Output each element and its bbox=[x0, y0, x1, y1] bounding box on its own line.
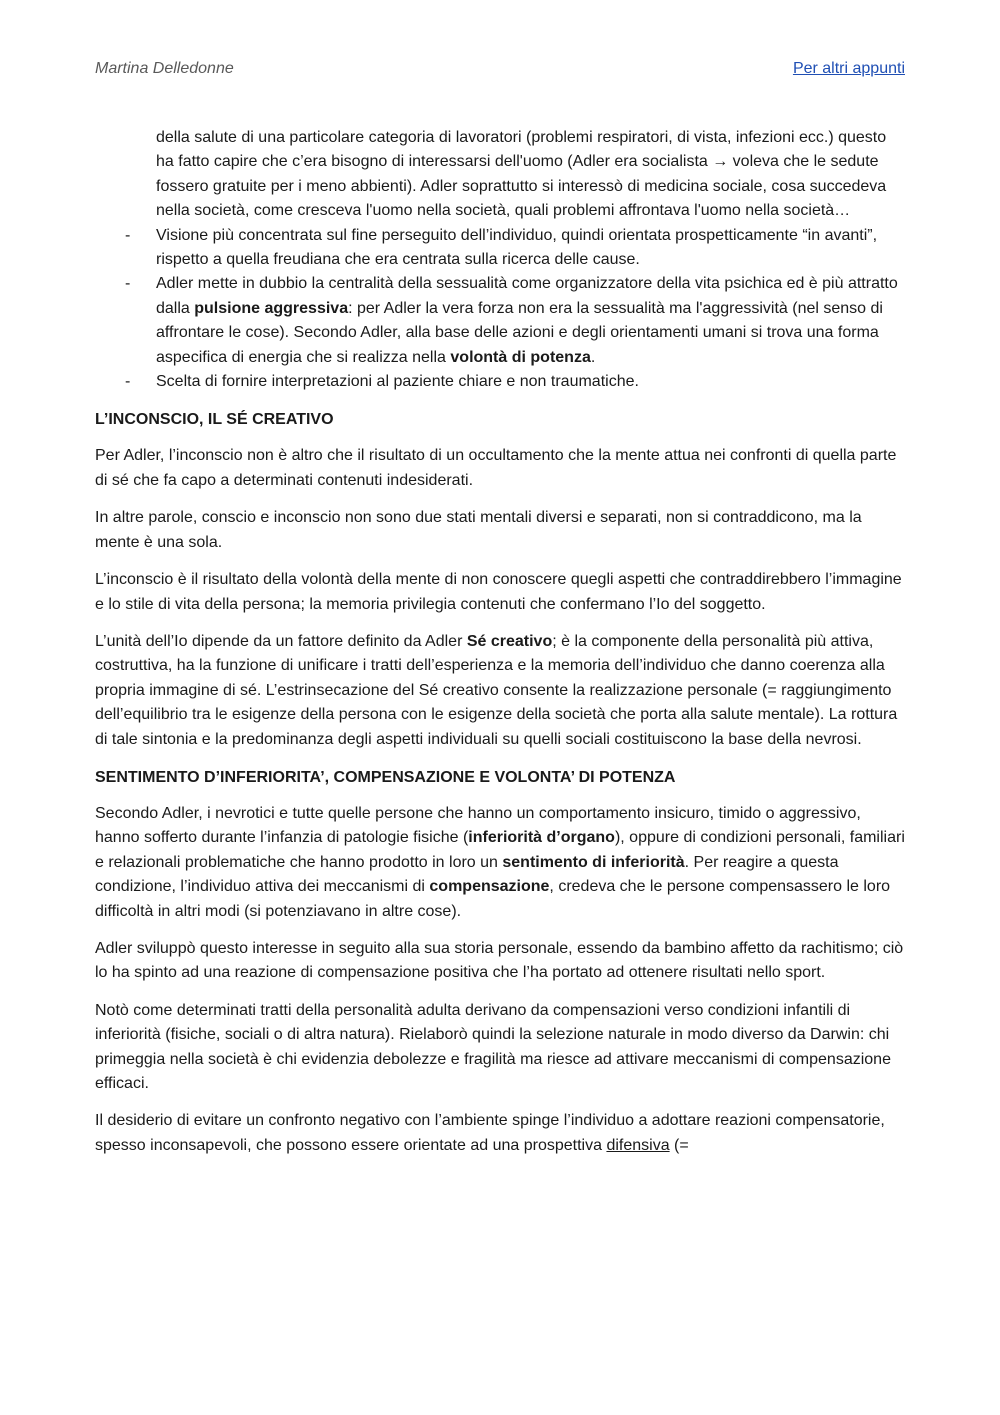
paragraph-text: ), oppure di condizioni personali, familiari e relazionali problematiche che hanno prodotto in loro un bbox=[95, 829, 905, 871]
dash-marker: - bbox=[125, 275, 131, 293]
bold-term: compensazione bbox=[429, 878, 550, 896]
paragraph: Adler sviluppò questo interesse in seguito alla sua storia personale, essendo da bambino affetto da rachitismo; ciò lo ha spinto ad una reazione di compensazione positiva che l’ha portato ad ottenere risultati nello sport. bbox=[95, 939, 904, 982]
bold-term: inferiorità d’organo bbox=[468, 829, 615, 847]
paragraph-text: L’unità dell’Io dipende da un fattore definito da Adler bbox=[95, 632, 467, 650]
list-item bbox=[95, 272, 907, 370]
list-item-text: Scelta di fornire interpretazioni al paziente chiare e non traumatiche. bbox=[156, 373, 639, 391]
bold-term: sentimento di inferiorità bbox=[502, 853, 685, 871]
underlined-term: difensiva bbox=[606, 1136, 670, 1154]
section-heading: L’INCONSCIO, IL SÉ CREATIVO bbox=[95, 411, 334, 429]
bold-term: Sé creativo bbox=[466, 632, 553, 650]
section-heading: SENTIMENTO D’INFERIORITA’, COMPENSAZIONE E VOLONTA’ DI POTENZA bbox=[95, 768, 676, 786]
bold-term: volontà di potenza bbox=[450, 348, 591, 366]
paragraph-text: , credeva che le persone compensassero le loro difficoltà in altri modi (si potenziavano in altre cose). bbox=[95, 878, 891, 920]
paragraph: In altre parole, conscio e inconscio non sono due stati mentali diversi e separati, non si contraddicono, ma la mente è una sola. bbox=[95, 509, 862, 551]
dash-marker: - bbox=[125, 373, 131, 391]
list-item-continuation: della salute di una particolare categoria di lavoratori (problemi respiratori, di vista, infezioni ecc.) questo ha fatto capire che c’era bisogno di interessarsi dell'uomo (Adler era socialista → voleva che le sedute fossero gratuite per i meno abbienti). Adler soprattutto si interessò di medicina sociale, cosa succedeva nella società, come cresceva l'uomo nella società, quali problemi affrontava l'uomo nella società… bbox=[156, 129, 887, 220]
paragraph bbox=[95, 1109, 907, 1158]
paragraph: Per Adler, l’inconscio non è altro che il risultato di un occultamento che la mente attua nei confronti di quella parte di sé che fa capo a determinati contenuti indesiderati. bbox=[95, 447, 897, 489]
paragraph-text: Secondo Adler, i nevrotici e tutte quelle persone che hanno un comportamento insicuro, timido o aggressivo, hanno sofferto durante l’infanzia di patologie fisiche ( bbox=[95, 804, 861, 847]
paragraph-text: Il desiderio di evitare un confronto negativo con l’ambiente spinge l’individuo a adottare reazioni compensatorie, spesso inconsapevoli, che possono essere orientate ad una prospettiva bbox=[95, 1112, 885, 1154]
page-content bbox=[95, 126, 907, 1158]
header-author: Martina Delledonne bbox=[95, 60, 234, 77]
paragraph-text: (= bbox=[669, 1136, 689, 1154]
dash-marker: - bbox=[125, 226, 131, 244]
list-item-text: Adler mette in dubbio la centralità della sessualità come organizzatore della vita psichica ed è più attratto dalla bbox=[156, 275, 898, 317]
list-item bbox=[95, 370, 907, 394]
bold-term: pulsione aggressiva bbox=[194, 299, 349, 317]
paragraph-text: ; è la componente della personalità più attiva, costruttiva, ha la funzione di unificare i tratti dell’esperienza e la memoria dell’individuo che danno coerenza alla propria immagine di sé. L’estrinsecazione del Sé creativo consente la realizzazione personale (= raggiungimento dell’equilibrio tra le esigenze della persona con le esigenze della società che porta alla salute mentale). La rottura di tale sintonia e la predominanza degli aspetti individuali su quelli sociali costituiscono la base della nevrosi. bbox=[95, 632, 898, 748]
list-item-text: Visione più concentrata sul fine perseguito dell’individuo, quindi orientata prospetticamente “in avanti”, rispetto a quella freudiana che era centrata sulla ricerca delle cause. bbox=[156, 226, 878, 269]
bullet-list bbox=[95, 224, 907, 395]
paragraph bbox=[95, 630, 907, 752]
header-notes-link[interactable]: Per altri appunti bbox=[792, 60, 905, 77]
list-item-text: : per Adler la vera forza non era la sessualità ma l'aggressività (nel senso di affrontare le cose). Secondo Adler, alla base delle azioni e degli orientamenti umani si trova una forma aspecifica di energia che si realizza nella bbox=[156, 299, 883, 366]
list-item-text: . bbox=[590, 348, 596, 366]
paragraph: L’inconscio è il risultato della volontà della mente di non conoscere quegli aspetti che contraddirebbero l’immagine e lo stile di vita della persona; la memoria privilegia contenuti che confermano l’Io del soggetto. bbox=[95, 571, 902, 613]
paragraph: Notò come determinati tratti della personalità adulta derivano da compensazioni verso condizioni infantili di inferiorità (fisiche, sociali o di altra natura). Rielaborò quindi la selezione naturale in modo diverso da Darwin: chi primeggia nella società è chi evidenzia debolezze e fragilità ma riesce ad attivare meccanismi di compensazione efficaci. bbox=[95, 1001, 891, 1092]
list-item bbox=[95, 224, 907, 273]
paragraph bbox=[95, 802, 907, 924]
paragraph-text: . Per reagire a questa condizione, l’individuo attiva dei meccanismi di bbox=[95, 853, 839, 896]
